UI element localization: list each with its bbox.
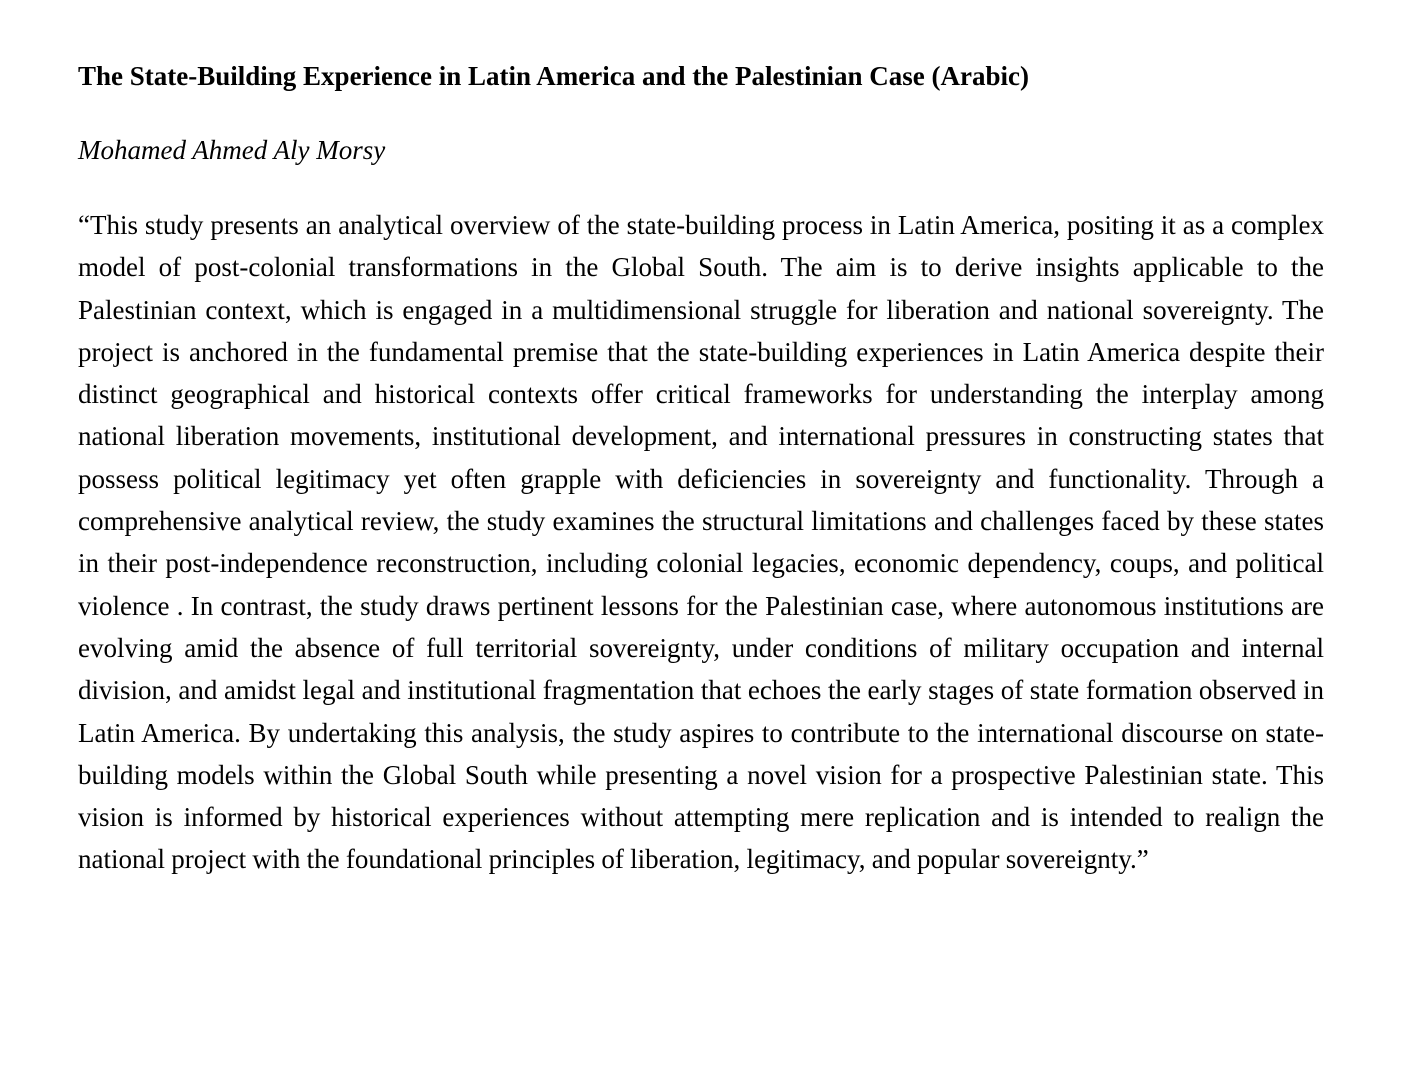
document-abstract: “This study presents an analytical overview of the state-building process in Latin America, positing it as a complex model of post-colonial transformations in the Global South. The aim is to derive insights applicable to the Palestinian context, which is engaged in a multidimensional struggle for liberation and national sovereignty. The project is anchored in the fundamental premise that the state-building experiences in Latin America despite their distinct geographical and historical contexts offer critical frameworks for understanding the interplay among national liberation movements, institutional development, and international pressures in constructing states that possess political legitimacy yet often grapple with deficiencies in sovereignty and functionality. Through a comprehensive analytical review, the study examines the structural limitations and challenges faced by these states in their post-independence reconstruction, including colonial legacies, economic dependency, coups, and political violence . In contrast, the study draws pertinent lessons for the Palestinian case, where autonomous institutions are evolving amid the absence of full territorial sovereignty, under conditions of military occupation and internal division, and amidst legal and institutional fragmentation that echoes the early stages of state formation observed in Latin America. By undertaking this analysis, the study aspires to contribute to the international discourse on state-building models within the Global South while presenting a novel vision for a prospective Palestinian state. This vision is informed by historical experiences without attempting mere replication and is intended to realign the national project with the foundational principles of liberation, legitimacy, and popular sovereignty.” [78,210,1324,875]
document-author: Mohamed Ahmed Aly Morsy [78,135,386,165]
document-page [78,56,1324,881]
document-title: The State-Building Experience in Latin America and the Palestinian Case (Arabic) [78,61,1029,91]
